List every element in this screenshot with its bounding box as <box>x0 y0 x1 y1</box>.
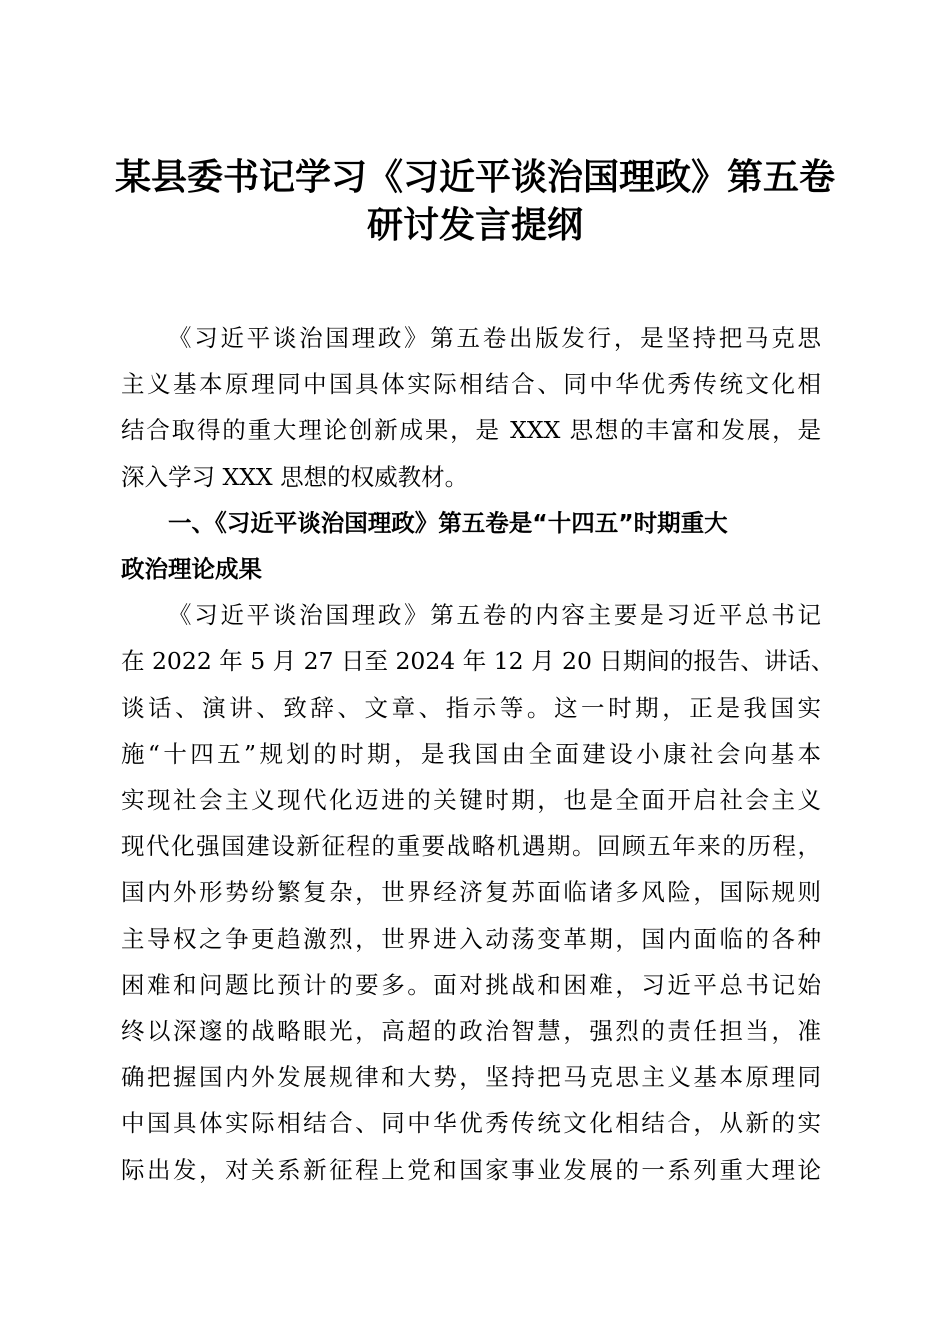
paragraph-line: 现代化强国建设新征程的重要战略机遇期。回顾五年来的历程， <box>121 832 821 861</box>
paragraph-line: 在 2022 年 5 月 27 日至 2024 年 12 月 20 日期间的报告、讲话、 <box>121 647 835 676</box>
paragraph-line: 主义基本原理同中国具体实际相结合、同中华优秀传统文化相 <box>121 370 821 399</box>
paragraph-line: 终以深邃的战略眼光，高超的政治智慧，强烈的责任担当，准 <box>121 1017 821 1046</box>
section-paragraph <box>121 592 835 1193</box>
intro-paragraph <box>121 315 821 500</box>
paragraph-line: 中国具体实际相结合、同中华优秀传统文化相结合，从新的实 <box>121 1109 821 1138</box>
document-body <box>121 315 835 1193</box>
paragraph-line: 施“十四五”规划的时期，是我国由全面建设小康社会向基本 <box>121 739 821 768</box>
paragraph-line: 实现社会主义现代化迈进的关键时期，也是全面开启社会主义 <box>121 786 821 815</box>
document-title <box>100 153 850 249</box>
heading-line: 政治理论成果 <box>121 555 262 584</box>
paragraph-line: 结合取得的重大理论创新成果，是 XXX 思想的丰富和发展，是 <box>121 416 821 445</box>
title-line: 某县委书记学习《习近平谈治国理政》第五卷 <box>114 156 835 198</box>
heading-line: 一、《习近平谈治国理政》第五卷是“十四五”时期重大 <box>168 508 728 537</box>
section-heading <box>121 500 821 592</box>
paragraph-line: 深入学习 XXX 思想的权威教材。 <box>121 462 469 491</box>
title-line: 研讨发言提纲 <box>366 204 583 246</box>
paragraph-line: 国内外形势纷繁复杂，世界经济复苏面临诸多风险，国际规则 <box>121 878 821 907</box>
paragraph-line: 确把握国内外发展规律和大势，坚持把马克思主义基本原理同 <box>121 1063 821 1092</box>
paragraph-line: 《习近平谈治国理政》第五卷出版发行，是坚持把马克思 <box>168 324 821 352</box>
paragraph-line: 主导权之争更趋激烈，世界进入动荡变革期，国内面临的各种 <box>121 924 821 953</box>
paragraph-line: 《习近平谈治国理政》第五卷的内容主要是习近平总书记 <box>168 601 821 630</box>
paragraph-line: 谈话、演讲、致辞、文章、指示等。这一时期，正是我国实 <box>121 693 821 722</box>
paragraph-line: 困难和问题比预计的要多。面对挑战和困难，习近平总书记始 <box>121 970 821 999</box>
paragraph-line: 际出发，对关系新征程上党和国家事业发展的一系列重大理论 <box>121 1155 821 1184</box>
